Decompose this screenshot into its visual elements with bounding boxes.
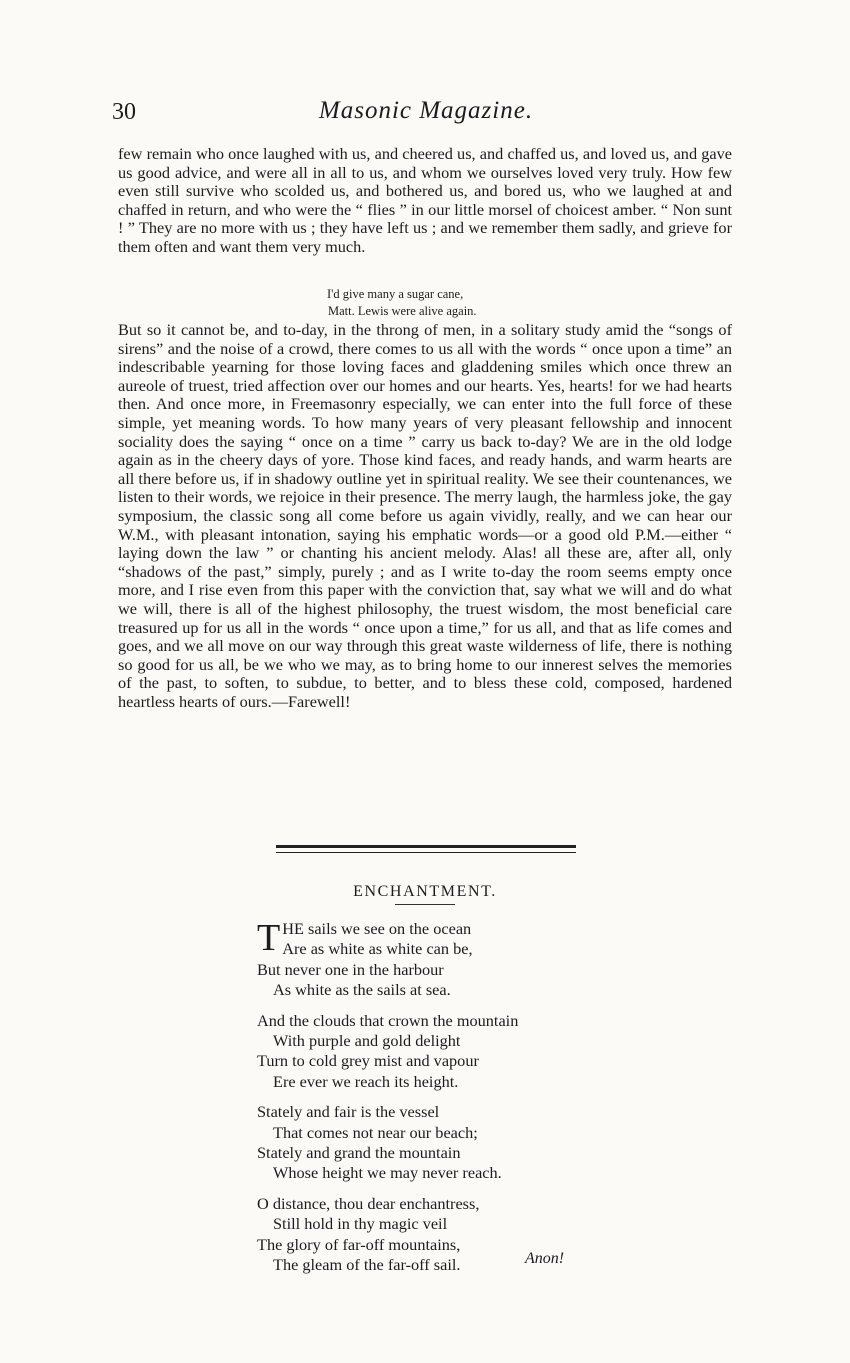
poem-line: O distance, thou dear enchantress,: [257, 1193, 480, 1213]
paragraph-text: But so it cannot be, and to-day, in the throng of men, in a solitary study amid the “songs of sirens” and the noise of a crowd, there comes to us all with the words “ once upon a time” an indescribable yearning for those loving faces and gladdening smiles which once threw an aureole of truest, tried affection over our homes and our hearts. Yes, hearts! for we had hearts then. And once more, in Freemasonry especially, we can enter into the full force of these simple, yet meaning words. To how many years of very pleasant fellowship and innocent sociality does the saying “ once on a time ” carry us back to-day? We are in the old lodge again as in the cheery days of yore. Those kind faces, and ready hands, and warm hearts are all there before us, if in shadowy outline yet in spiritual reality. We see their countenances, we listen to their words, we rejoice in their presence. The merry laugh, the harmless joke, the gay symposium, the classic song all come before us again vividly, really, and we can hear our W.M., with pleasant intonation, saying his emphatic words—or a good old P.M.—either “ laying down the law ” or chanting his ancient melody. Alas! all these are, after all, only “shadows of the past,” simply, purely ; and as I write to-day the room seems empty once more, and I rise even from this paper with the conviction that, say what we will and do what we will, there is all of the highest philosophy, the truest wisdom, the most beneficial care treasured up for us all in the words “ once upon a time,” for us all, and that as life comes and goes, and we all move on our way through this great waste wilderness of life, there is nothing so good for us all, be we who we may, as to bring home to our innerest selves the memories of the past, to soften, to subdue, to better, and to bless these cold, composed, hardened heartless hearts of ours.—Farewell!: [118, 320, 732, 711]
paragraph-text: few remain who once laughed with us, and cheered us, and chaffed us, and loved us, and gave us good advice, and were all in all to us, and whom we ourselves loved very truly. How few even still survive who scolded us, and bothered us, and bored us, who we laughed at and chaffed in return, and who were the “ flies ” in our little morsel of choicest amber. “ Non sunt ! ” They are no more with us ; they have left us ; and we remember them sadly, and grieve for them often and want them very much.: [118, 144, 732, 256]
poem-stanza-1: [257, 919, 518, 1001]
section-divider-thin: [276, 852, 576, 853]
poem-title: ENCHANTMENT.: [353, 883, 497, 900]
poem-line: But never one in the harbour: [257, 959, 444, 979]
poem-stanza-4: [257, 1194, 518, 1276]
poem-stanza-3: [257, 1102, 518, 1184]
poem-line: Still hold in thy magic veil: [273, 1214, 448, 1234]
quote-line-1: I'd give many a sugar cane,: [327, 287, 464, 301]
poem-stanza-2: [257, 1011, 518, 1093]
verse-quotation: [327, 286, 477, 320]
article-paragraph-1: [118, 145, 732, 257]
poem-line: Turn to cold grey mist and vapour: [257, 1051, 479, 1071]
poem-first-line: HE sails we see on the ocean: [282, 919, 472, 938]
poem-attribution: Anon!: [525, 1250, 565, 1267]
poem-line: That comes not near our beach;: [273, 1122, 478, 1142]
quote-line-2: Matt. Lewis were alive again.: [328, 304, 477, 318]
poem-line: Stately and grand the mountain: [257, 1143, 461, 1163]
poem-line: With purple and gold delight: [273, 1031, 461, 1051]
poem-line: Are as white as white can be,: [282, 939, 473, 959]
section-divider-thick: [276, 845, 576, 848]
running-title: Masonic Magazine.: [318, 97, 534, 124]
poem-line: Whose height we may never reach.: [273, 1163, 502, 1183]
poem-line: The glory of far-off mountains,: [257, 1234, 461, 1254]
poem-title-underline: [395, 904, 455, 905]
poem-line: The gleam of the far-off sail.: [273, 1255, 461, 1275]
poem-line: And the clouds that crown the mountain: [257, 1010, 519, 1030]
drop-cap: T: [257, 917, 281, 959]
poem-body: [257, 919, 518, 1286]
poem-line: Ere ever we reach its height.: [273, 1071, 459, 1091]
page-header: [112, 95, 740, 135]
article-paragraph-2: [118, 321, 732, 711]
poem-line: Stately and fair is the vessel: [257, 1102, 440, 1122]
poem-line: As white as the sails at sea.: [273, 980, 451, 1000]
page-number: 30: [112, 99, 136, 125]
